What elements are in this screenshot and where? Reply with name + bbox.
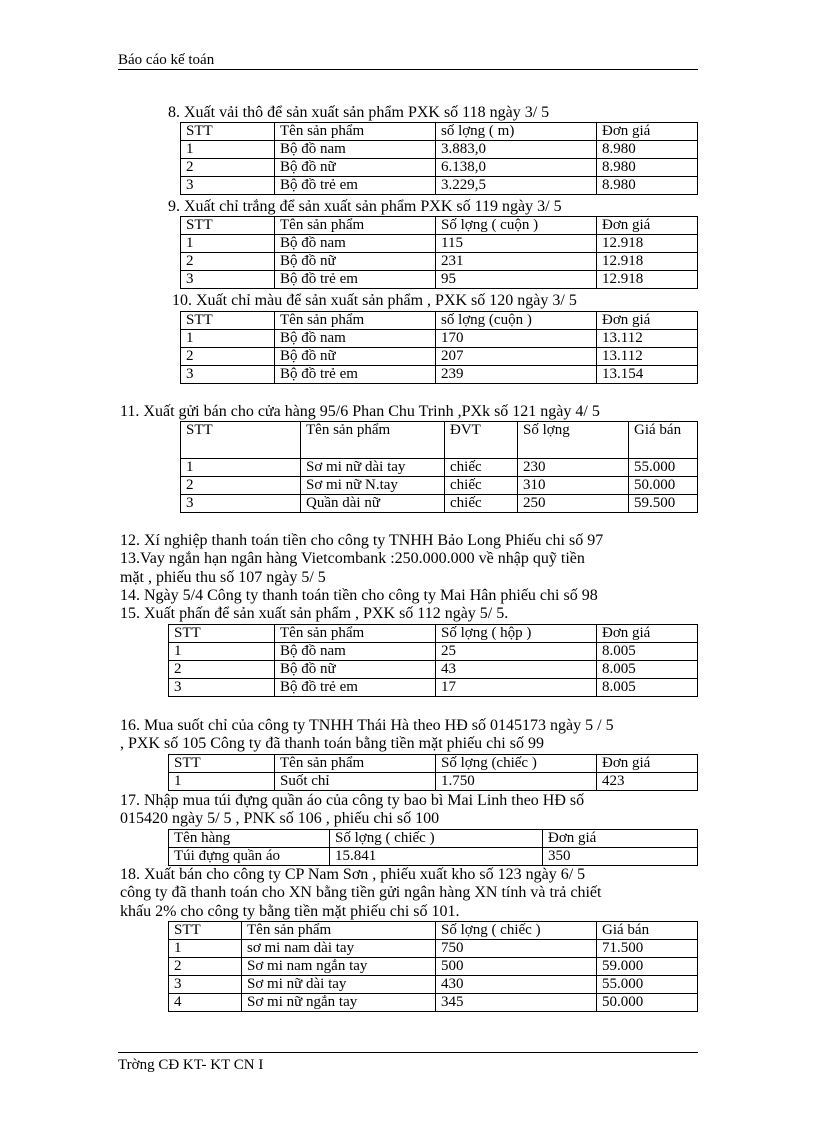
table-header-row	[181, 422, 698, 459]
cell: 8.980	[597, 159, 698, 177]
cell: 50.000	[597, 994, 698, 1012]
cell: 1	[169, 773, 275, 791]
table-row	[181, 141, 698, 159]
header-cell: Tên sản phẩm	[275, 217, 436, 235]
section-15-title: 15. Xuất phấn để sản xuất sản phẩm , PXK số 112 ngày 5/ 5.	[120, 605, 509, 622]
cell: Suốt chỉ	[275, 773, 436, 791]
item-14-text: 14. Ngày 5/4 Công ty thanh toán tiền cho công ty Mai Hân phiếu chi số 98	[120, 587, 598, 604]
cell: 750	[436, 940, 597, 958]
cell: Sơ mi nữ dài tay	[301, 459, 445, 477]
table-row	[169, 848, 698, 866]
cell: Sơ mi nữ ngắn tay	[242, 994, 436, 1012]
header-cell: số lợng (cuộn )	[436, 312, 597, 330]
table-header-row	[169, 755, 698, 773]
section-15-table	[168, 624, 698, 697]
cell: 500	[436, 958, 597, 976]
cell: 2	[181, 253, 275, 271]
cell: 115	[436, 235, 597, 253]
cell: 350	[543, 848, 698, 866]
cell: Bộ đồ trẻ em	[275, 271, 436, 289]
cell: 17	[436, 679, 597, 697]
table-row	[181, 459, 698, 477]
cell: 13.112	[597, 348, 698, 366]
table-header-row	[169, 830, 698, 848]
cell: 239	[436, 366, 597, 384]
table-row	[181, 495, 698, 513]
cell: Túi đựng quần áo	[169, 848, 330, 866]
cell: 1	[181, 235, 275, 253]
cell: 3	[169, 976, 242, 994]
table-row	[181, 348, 698, 366]
cell: 13.112	[597, 330, 698, 348]
table-row	[181, 330, 698, 348]
header-cell: STT	[181, 312, 275, 330]
section-17-table	[168, 829, 698, 866]
cell: chiếc	[445, 477, 518, 495]
table-row	[181, 366, 698, 384]
cell: 1	[181, 330, 275, 348]
page-footer: Trờng CĐ KT- KT CN I	[118, 1052, 698, 1073]
cell: 8.005	[597, 679, 698, 697]
cell: Bộ đồ nam	[275, 235, 436, 253]
header-cell: Giá bán	[597, 922, 698, 940]
cell: Quần dài nữ	[301, 495, 445, 513]
table-header-row	[181, 312, 698, 330]
cell: 423	[597, 773, 698, 791]
section-10-table	[180, 311, 698, 384]
header-cell: Đơn giá	[597, 625, 698, 643]
cell: 13.154	[597, 366, 698, 384]
header-cell: Đơn giá	[597, 755, 698, 773]
table-row	[169, 976, 698, 994]
table-row	[169, 661, 698, 679]
table-row	[181, 271, 698, 289]
cell: chiếc	[445, 459, 518, 477]
table-header-row	[181, 217, 698, 235]
cell: 1	[181, 459, 301, 477]
cell: 8.005	[597, 661, 698, 679]
cell: 2	[181, 477, 301, 495]
cell: Bộ đồ nữ	[275, 661, 436, 679]
header-cell: Tên sản phẩm	[275, 123, 436, 141]
header-cell: Đơn giá	[543, 830, 698, 848]
cell: 8.980	[597, 141, 698, 159]
table-header-row	[169, 922, 698, 940]
cell: Sơ mi nữ N.tay	[301, 477, 445, 495]
cell: 59.500	[629, 495, 698, 513]
section-9-title: 9. Xuất chỉ trắng để sản xuất sản phẩm PXK số 119 ngày 3/ 5	[168, 198, 562, 215]
section-11-table	[180, 421, 698, 513]
section-11-title: 11. Xuất gửi bán cho cửa hàng 95/6 Phan Chu Trinh ,PXk số 121 ngày 4/ 5	[120, 403, 600, 420]
table-row	[169, 958, 698, 976]
cell: 2	[169, 661, 275, 679]
section-16-table	[168, 754, 698, 791]
header-cell: STT	[181, 422, 301, 459]
cell: 55.000	[597, 976, 698, 994]
table-row	[169, 940, 698, 958]
table-row	[169, 643, 698, 661]
cell: 1	[169, 940, 242, 958]
cell: 12.918	[597, 271, 698, 289]
cell: 3	[181, 271, 275, 289]
section-16-line-2: , PXK số 105 Công ty đã thanh toán bằng tiền mặt phiếu chi số 99	[120, 735, 544, 752]
cell: 345	[436, 994, 597, 1012]
section-18-line-1: 18. Xuất bán cho công ty CP Nam Sơn , phiếu xuất kho số 123 ngày 6/ 5	[120, 866, 586, 883]
cell: 3.883,0	[436, 141, 597, 159]
cell: 55.000	[629, 459, 698, 477]
header-cell: STT	[169, 922, 242, 940]
cell: 3.229,5	[436, 177, 597, 195]
header-cell: Số lợng (chiếc )	[436, 755, 597, 773]
cell: Bộ đồ nữ	[275, 348, 436, 366]
header-cell: STT	[169, 625, 275, 643]
section-8-table	[180, 122, 698, 195]
page-header: Báo cáo kế toán	[118, 52, 698, 70]
table-header-row	[169, 625, 698, 643]
cell: 1.750	[436, 773, 597, 791]
cell: Bộ đồ nam	[275, 141, 436, 159]
cell: 12.918	[597, 235, 698, 253]
header-cell: Số lợng ( chiếc )	[436, 922, 597, 940]
table-row	[181, 253, 698, 271]
header-cell: số lợng ( m)	[436, 123, 597, 141]
section-10-title: 10. Xuất chỉ màu để sản xuất sản phẩm , PXK số 120 ngày 3/ 5	[172, 292, 577, 309]
cell: 250	[518, 495, 629, 513]
header-cell: Số lợng	[518, 422, 629, 459]
header-cell: Đơn giá	[597, 123, 698, 141]
table-row	[181, 477, 698, 495]
header-cell: Tên sản phẩm	[301, 422, 445, 459]
header-cell: Tên hàng	[169, 830, 330, 848]
cell: 1	[169, 643, 275, 661]
header-cell: Giá bán	[629, 422, 698, 459]
cell: Bộ đồ nữ	[275, 159, 436, 177]
cell: 71.500	[597, 940, 698, 958]
cell: 310	[518, 477, 629, 495]
cell: 2	[169, 958, 242, 976]
cell: Bộ đồ trẻ em	[275, 366, 436, 384]
item-13-text-cont: mặt , phiếu thu số 107 ngày 5/ 5	[120, 569, 326, 586]
cell: 1	[181, 141, 275, 159]
cell: Bộ đồ nam	[275, 643, 436, 661]
cell: 3	[169, 679, 275, 697]
header-cell: Số lợng ( cuộn )	[436, 217, 597, 235]
cell: 8.005	[597, 643, 698, 661]
cell: 59.000	[597, 958, 698, 976]
cell: 3	[181, 495, 301, 513]
header-cell: STT	[181, 217, 275, 235]
header-cell: ĐVT	[445, 422, 518, 459]
cell: 15.841	[330, 848, 543, 866]
cell: sơ mi nam dài tay	[242, 940, 436, 958]
header-cell: STT	[169, 755, 275, 773]
header-cell: Số lợng ( hộp )	[436, 625, 597, 643]
table-row	[181, 235, 698, 253]
cell: Bộ đồ trẻ em	[275, 177, 436, 195]
section-16-line-1: 16. Mua suốt chỉ của công ty TNHH Thái Hà theo HĐ số 0145173 ngày 5 / 5	[120, 717, 614, 734]
section-17-line-2: 015420 ngày 5/ 5 , PNK số 106 , phiếu chi số 100	[120, 810, 440, 827]
table-row	[169, 773, 698, 791]
section-9-table	[180, 216, 698, 289]
table-row	[169, 679, 698, 697]
cell: Bộ đồ trẻ em	[275, 679, 436, 697]
header-cell: STT	[181, 123, 275, 141]
cell: 50.000	[629, 477, 698, 495]
section-18-line-3: khấu 2% cho công ty bằng tiền mặt phiếu chi số 101.	[120, 903, 460, 920]
cell: 6.138,0	[436, 159, 597, 177]
cell: 12.918	[597, 253, 698, 271]
cell: Sơ mi nam ngắn tay	[242, 958, 436, 976]
cell: 207	[436, 348, 597, 366]
table-header-row	[181, 123, 698, 141]
item-13-text: 13.Vay ngắn hạn ngân hàng Vietcombank :250.000.000 về nhập quỹ tiền	[120, 550, 585, 567]
section-18-table	[168, 921, 698, 1012]
section-18-line-2: công ty đã thanh toán cho XN bằng tiền gửi ngân hàng XN tính và trả chiết	[120, 884, 602, 901]
cell: 2	[181, 159, 275, 177]
table-row	[181, 177, 698, 195]
cell: 43	[436, 661, 597, 679]
cell: chiếc	[445, 495, 518, 513]
table-row	[169, 994, 698, 1012]
section-8-title: 8. Xuất vải thô để sản xuất sản phẩm PXK số 118 ngày 3/ 5	[168, 104, 550, 121]
cell: 430	[436, 976, 597, 994]
header-cell: Đơn giá	[597, 312, 698, 330]
cell: Bộ đồ nam	[275, 330, 436, 348]
header-cell: Đơn giá	[597, 217, 698, 235]
cell: 8.980	[597, 177, 698, 195]
cell: 170	[436, 330, 597, 348]
section-17-line-1: 17. Nhập mua túi đựng quần áo của công ty bao bì Mai Linh theo HĐ số	[120, 792, 585, 809]
cell: 231	[436, 253, 597, 271]
header-cell: Tên sản phẩm	[275, 625, 436, 643]
header-cell: Tên sản phẩm	[242, 922, 436, 940]
cell: 3	[181, 177, 275, 195]
cell: 95	[436, 271, 597, 289]
cell: 2	[181, 348, 275, 366]
cell: Bộ đồ nữ	[275, 253, 436, 271]
item-12-text: 12. Xí nghiệp thanh toán tiền cho công ty TNHH Bảo Long Phiếu chi số 97	[120, 532, 604, 549]
cell: Sơ mi nữ dài tay	[242, 976, 436, 994]
cell: 4	[169, 994, 242, 1012]
cell: 25	[436, 643, 597, 661]
header-cell: Tên sản phẩm	[275, 312, 436, 330]
header-cell: Tên sản phẩm	[275, 755, 436, 773]
header-cell: Số lợng ( chiếc )	[330, 830, 543, 848]
table-row	[181, 159, 698, 177]
cell: 230	[518, 459, 629, 477]
cell: 3	[181, 366, 275, 384]
